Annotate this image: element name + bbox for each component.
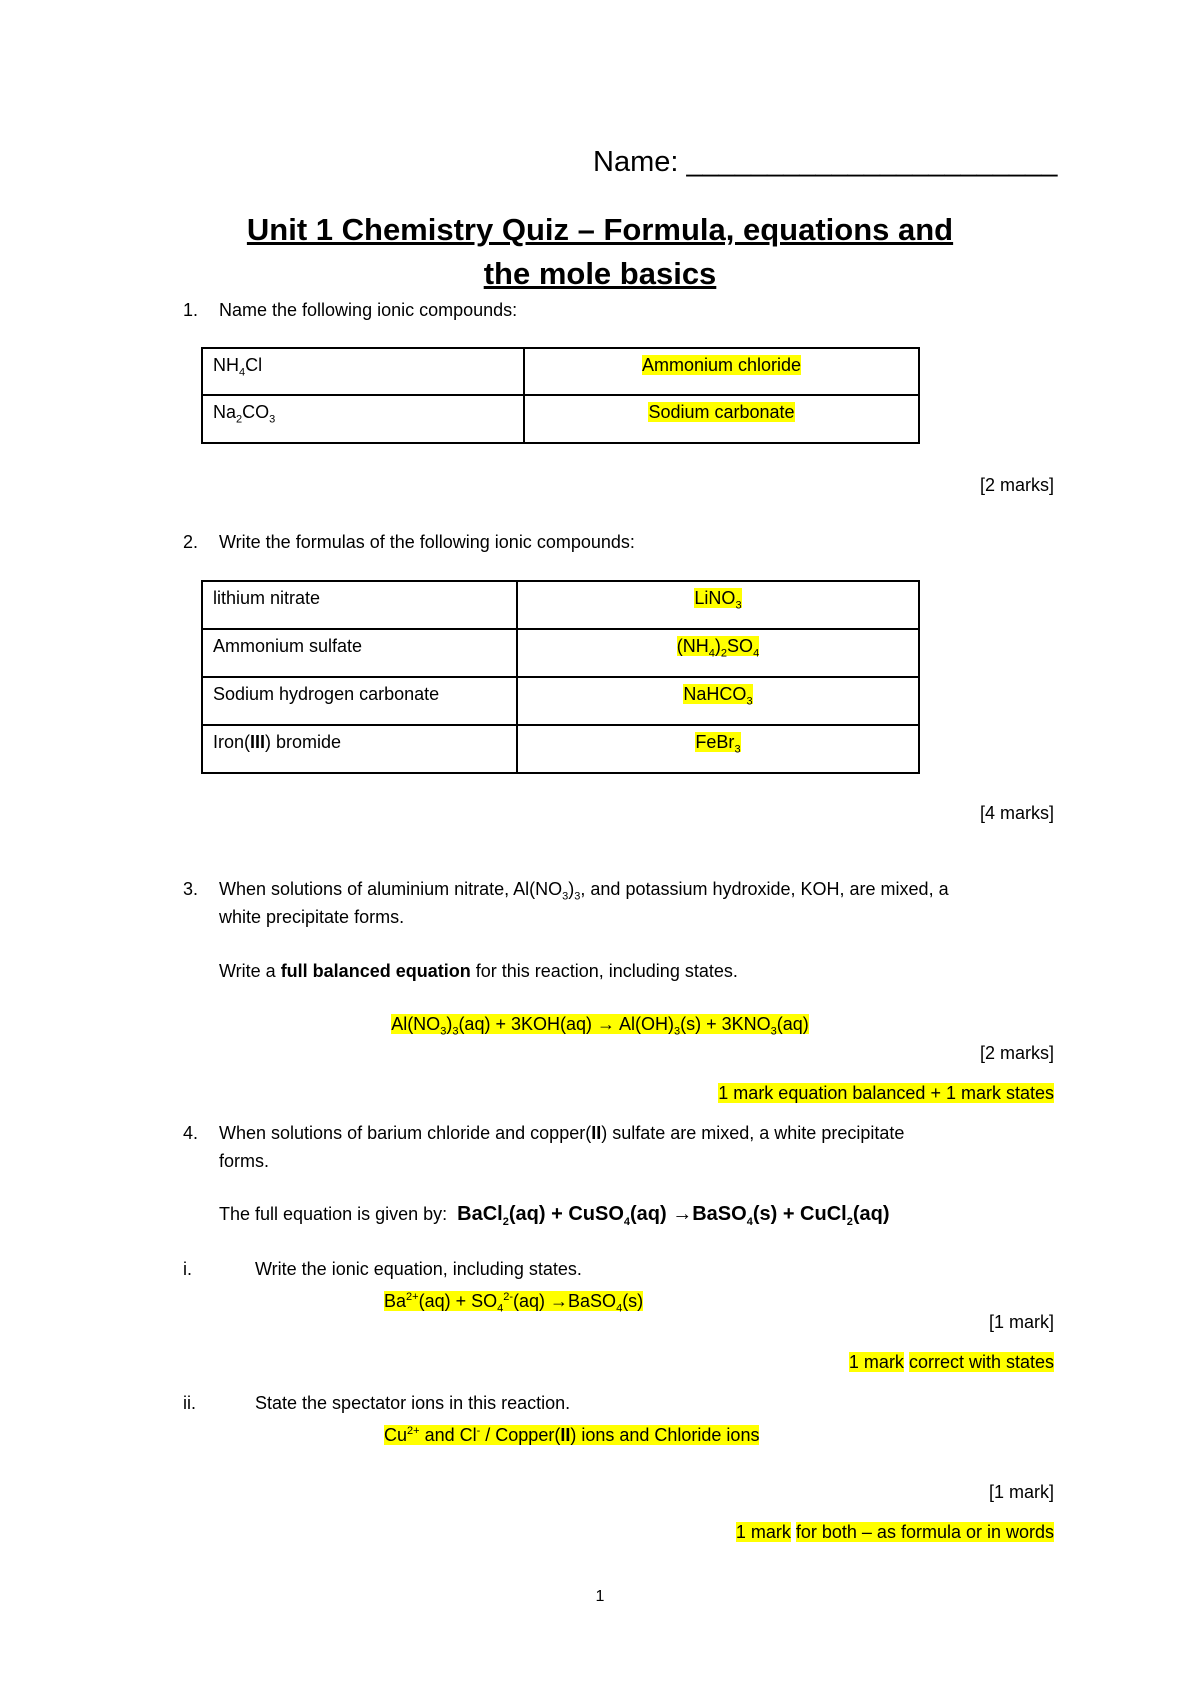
q4-i-text: Write the ionic equation, including states. [255,1259,582,1279]
q2-answer-3: NaHCO$_3$ [517,677,919,725]
name-field [593,146,1057,179]
q2-prompt: Write the formulas of the following ionic compounds: [219,532,635,552]
q4-i-marks: [1 mark] [988,1312,1054,1332]
q4-ii-mark-scheme: 1 mark for both – as formula or in words [735,1522,1054,1542]
q2-answer-4: FeBr$_3$ [517,725,919,773]
q3-number: 3. [183,879,199,899]
q4-full-equation: The full equation is given by: BaCl$_2$(aq) + CuSO$_4$(aq) →BaSO$_4$(s) + CuCl$_2$(aq) [219,1203,890,1228]
q3-instruction: Write a full balanced equation for this reaction, including states. [219,961,738,981]
q2-answer-1: LiNO$_3$ [517,581,919,629]
q2-answer-2: $(NH_4)_2SO_4$ [517,629,919,677]
q3-text-line2: white precipitate forms. [219,907,405,927]
q4-ii-marks: [1 mark] [988,1482,1054,1502]
quiz-title-line2: the mole basics [483,256,717,291]
q1-answer-2: Sodium carbonate [524,395,919,443]
q3-marks: [2 marks] [979,1043,1054,1063]
q2-number: 2. [183,532,199,552]
q4-i-label: i. [183,1259,192,1279]
q2-marks: [4 marks] [979,803,1054,823]
q4-text-line1: When solutions of barium chloride and copper(II) sulfate are mixed, a white precipitate [219,1123,905,1143]
q3-text-line1: When solutions of aluminium nitrate, $Al(NO_3)_3$, and potassium hydroxide, KOH, are mixed, a [219,879,949,903]
q1-formula-2: $Na_2CO_3$ [202,395,524,443]
q4-ii-answer: $Cu^{2+}$ and Cl- / Copper(II) ions and Chloride ions [384,1425,760,1445]
q4-ii-label: ii. [183,1393,196,1413]
q4-number: 4. [183,1123,199,1143]
q2-name-4: Iron(III) bromide [202,725,517,773]
quiz-title-line1: Unit 1 Chemistry Quiz – Formula, equations and [246,212,954,247]
q4-ii-text: State the spectator ions in this reaction. [255,1393,571,1413]
q3-answer-equation: $Al(NO_3)_3(aq) + 3KOH(aq) \to Al(OH)_3(s) + 3KNO_3(aq)$ [391,1014,809,1038]
name-label: Name: [593,146,679,178]
q1-number: 1. [183,300,199,320]
q1-formula-1: $NH_4Cl$ [202,348,524,395]
q3-mark-scheme: 1 mark equation balanced + 1 mark states [718,1083,1054,1103]
q1-answer-1: Ammonium chloride [524,348,919,395]
q2-name-1: lithium nitrate [202,581,517,629]
q1-prompt: Name the following ionic compounds: [219,300,518,320]
q2-table [201,580,920,774]
q1-table [201,347,920,444]
q4-i-mark-scheme: 1 mark correct with states [848,1352,1054,1372]
q2-name-2: Ammonium sulfate [202,629,517,677]
name-line: _______________________ [686,146,1058,178]
q2-name-3: Sodium hydrogen carbonate [202,677,517,725]
page-number: 1 [595,1588,605,1605]
q1-marks: [2 marks] [979,475,1054,495]
q4-i-answer: $Ba^{2+}(aq) + SO_4^{2-}(aq)$ →BaSO$_4$(s) [384,1291,644,1315]
q4-text-line2: forms. [219,1151,270,1171]
